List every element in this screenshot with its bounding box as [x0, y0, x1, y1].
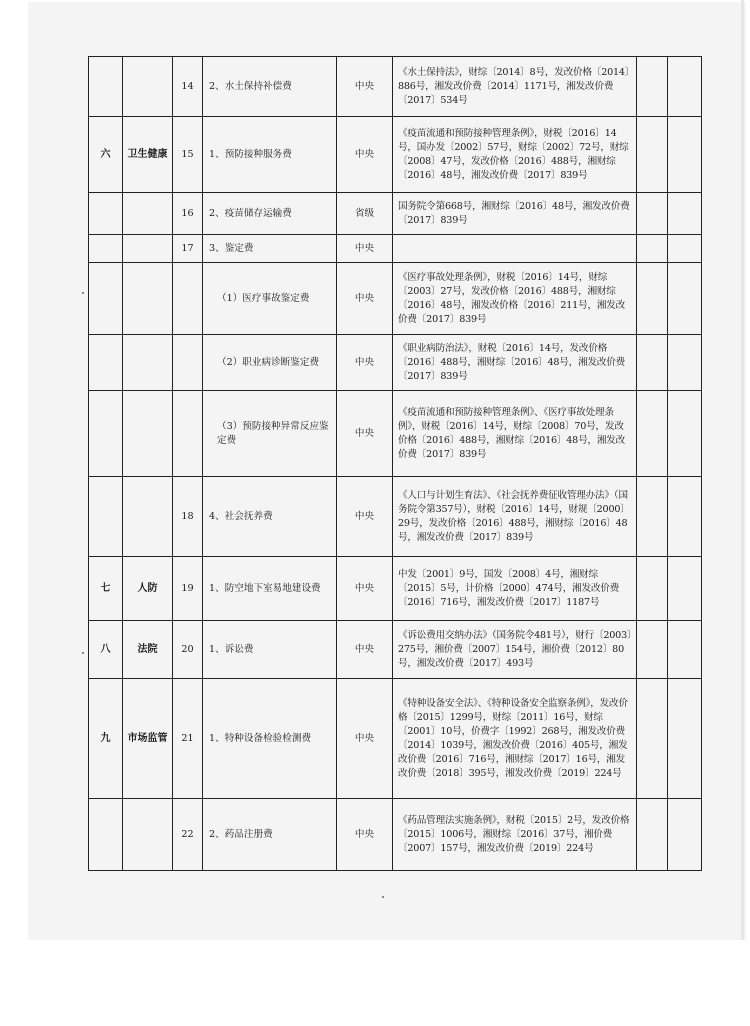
- item-name: 1、特种设备检验检测费: [203, 679, 337, 799]
- blank-cell: [668, 117, 702, 193]
- item-level: 中央: [337, 557, 393, 621]
- item-name: 4、社会抚养费: [203, 477, 337, 557]
- blank-cell: [668, 57, 702, 117]
- item-name: 1、预防接种服务费: [203, 117, 337, 193]
- blank-cell: [637, 621, 668, 679]
- blank-cell: [637, 557, 668, 621]
- category-name: 人防: [123, 557, 173, 621]
- category-number: [89, 193, 123, 235]
- item-name: 2、疫苗储存运输费: [203, 193, 337, 235]
- item-name: 2、水土保持补偿费: [203, 57, 337, 117]
- item-basis: 《职业病防治法》，财税〔2016〕14号，发改价格〔2016〕488号，湘财综〔2016〕48号，湘发改价费〔2017〕839号: [393, 335, 637, 391]
- blank-cell: [668, 235, 702, 263]
- category-name: 卫生健康: [123, 117, 173, 193]
- blank-cell: [637, 193, 668, 235]
- item-level: 省级: [337, 193, 393, 235]
- blank-cell: [668, 263, 702, 335]
- item-number: 22: [173, 799, 203, 871]
- table-row: [89, 477, 702, 557]
- blank-cell: [668, 557, 702, 621]
- category-number: [89, 235, 123, 263]
- item-name: 2、药品注册费: [203, 799, 337, 871]
- table-row: [89, 117, 702, 193]
- blank-cell: [637, 679, 668, 799]
- item-level: 中央: [337, 235, 393, 263]
- blank-cell: [668, 621, 702, 679]
- item-level: 中央: [337, 117, 393, 193]
- item-number: 21: [173, 679, 203, 799]
- blank-cell: [668, 335, 702, 391]
- item-level: 中央: [337, 263, 393, 335]
- category-name: [123, 235, 173, 263]
- blank-cell: [637, 799, 668, 871]
- item-number: [173, 263, 203, 335]
- blank-cell: [668, 477, 702, 557]
- item-basis: 《药品管理法实施条例》，财税〔2015〕2号，发改价格〔2015〕1006号，湘财综〔2016〕37号，湘价费〔2007〕157号，湘发改价费〔2019〕224号: [393, 799, 637, 871]
- category-number: 七: [89, 557, 123, 621]
- scan-speck: [82, 292, 84, 294]
- category-number: 六: [89, 117, 123, 193]
- page-edge: [741, 0, 744, 940]
- item-level: 中央: [337, 621, 393, 679]
- category-number: [89, 477, 123, 557]
- table-row: [89, 235, 702, 263]
- item-basis: 《人口与计划生育法》、《社会抚养费征收管理办法》（国务院令第357号），财税〔2016〕14号，财规〔2000〕29号，发改价格〔2016〕488号，湘财综〔2016〕48号，湘发改价费〔2017〕839号: [393, 477, 637, 557]
- category-number: [89, 57, 123, 117]
- category-number: [89, 799, 123, 871]
- blank-cell: [637, 57, 668, 117]
- category-number: [89, 391, 123, 477]
- item-level: 中央: [337, 391, 393, 477]
- item-name: （2）职业病诊断鉴定费: [203, 335, 337, 391]
- item-level: 中央: [337, 335, 393, 391]
- item-basis: 国务院令第668号，湘财综〔2016〕48号，湘发改价费〔2017〕839号: [393, 193, 637, 235]
- item-basis: 《水土保持法》，财综〔2014〕8号，发改价格〔2014〕886号，湘发改价费〔2014〕1171号，湘发改价费〔2017〕534号: [393, 57, 637, 117]
- category-number: [89, 263, 123, 335]
- item-name: （1）医疗事故鉴定费: [203, 263, 337, 335]
- item-name: 3、鉴定费: [203, 235, 337, 263]
- item-basis: 《疫苗流通和预防接种管理条例》，财税〔2016〕14号，国办发〔2002〕57号，财综〔2002〕72号，财综〔2008〕47号，发改价格〔2016〕488号，湘财综〔2016〕48号，湘发改价费〔2017〕839号: [393, 117, 637, 193]
- scan-speck: [82, 652, 84, 654]
- item-number: 14: [173, 57, 203, 117]
- item-number: 15: [173, 117, 203, 193]
- category-name: [123, 335, 173, 391]
- item-level: 中央: [337, 477, 393, 557]
- category-number: [89, 335, 123, 391]
- category-name: [123, 391, 173, 477]
- item-level: 中央: [337, 799, 393, 871]
- item-basis: 《疫苗流通和预防接种管理条例》、《医疗事故处理条例》，财税〔2016〕14号，财综〔2008〕70号，发改价格〔2016〕488号，湘财综〔2016〕48号，湘发改价费〔2017〕839号: [393, 391, 637, 477]
- blank-cell: [637, 235, 668, 263]
- item-number: 19: [173, 557, 203, 621]
- item-number: [173, 391, 203, 477]
- item-basis: 《特种设备安全法》、《特种设备安全监察条例》，发改价格〔2015〕1299号，财综〔2011〕16号，财综〔2001〕10号，价费字〔1992〕268号，湘发改价费〔2014〕1039号，湘发改价费〔2016〕405号，湘发改价费〔2016〕716号，湘财综〔2017〕16号，湘发改价费〔2018〕395号，湘发改价费〔2019〕224号: [393, 679, 637, 799]
- blank-cell: [637, 263, 668, 335]
- table-row: [89, 57, 702, 117]
- table-row: [89, 621, 702, 679]
- item-name: 1、诉讼费: [203, 621, 337, 679]
- blank-cell: [637, 117, 668, 193]
- scan-speck: [382, 896, 384, 898]
- item-level: 中央: [337, 679, 393, 799]
- category-name: [123, 477, 173, 557]
- category-name: 法院: [123, 621, 173, 679]
- table-row: [89, 799, 702, 871]
- category-name: [123, 57, 173, 117]
- table-row: [89, 679, 702, 799]
- category-number: 八: [89, 621, 123, 679]
- category-number: 九: [89, 679, 123, 799]
- item-number: 20: [173, 621, 203, 679]
- blank-cell: [637, 391, 668, 477]
- category-name: 市场监管: [123, 679, 173, 799]
- item-basis: 《诉讼费用交纳办法》（国务院令481号），财行〔2003〕275号，湘价费〔2007〕154号，湘价费〔2012〕80号，湘发改价费〔2017〕493号: [393, 621, 637, 679]
- category-name: [123, 193, 173, 235]
- item-number: 17: [173, 235, 203, 263]
- blank-cell: [668, 679, 702, 799]
- blank-cell: [637, 477, 668, 557]
- item-level: 中央: [337, 57, 393, 117]
- blank-cell: [668, 391, 702, 477]
- item-number: [173, 335, 203, 391]
- blank-cell: [637, 335, 668, 391]
- blank-cell: [668, 799, 702, 871]
- category-name: [123, 799, 173, 871]
- item-name: 1、防空地下室易地建设费: [203, 557, 337, 621]
- item-basis: 中发〔2001〕9号，国发〔2008〕4号，湘财综〔2015〕5号，计价格〔2000〕474号，湘发改价费〔2016〕716号，湘发改价费〔2017〕1187号: [393, 557, 637, 621]
- fee-table: [88, 56, 702, 871]
- item-basis: 《医疗事故处理条例》，财税〔2016〕14号，财综〔2003〕27号，发改价格〔2016〕488号，湘财综〔2016〕48号，湘发改价格〔2016〕211号，湘发改价费〔2017〕839号: [393, 263, 637, 335]
- item-name: （3）预防接种异常反应鉴定费: [203, 391, 337, 477]
- table-row: [89, 193, 702, 235]
- item-basis: [393, 235, 637, 263]
- blank-cell: [668, 193, 702, 235]
- table-row: [89, 335, 702, 391]
- category-name: [123, 263, 173, 335]
- table-row: [89, 263, 702, 335]
- table-row: [89, 391, 702, 477]
- item-number: 16: [173, 193, 203, 235]
- item-number: 18: [173, 477, 203, 557]
- table-row: [89, 557, 702, 621]
